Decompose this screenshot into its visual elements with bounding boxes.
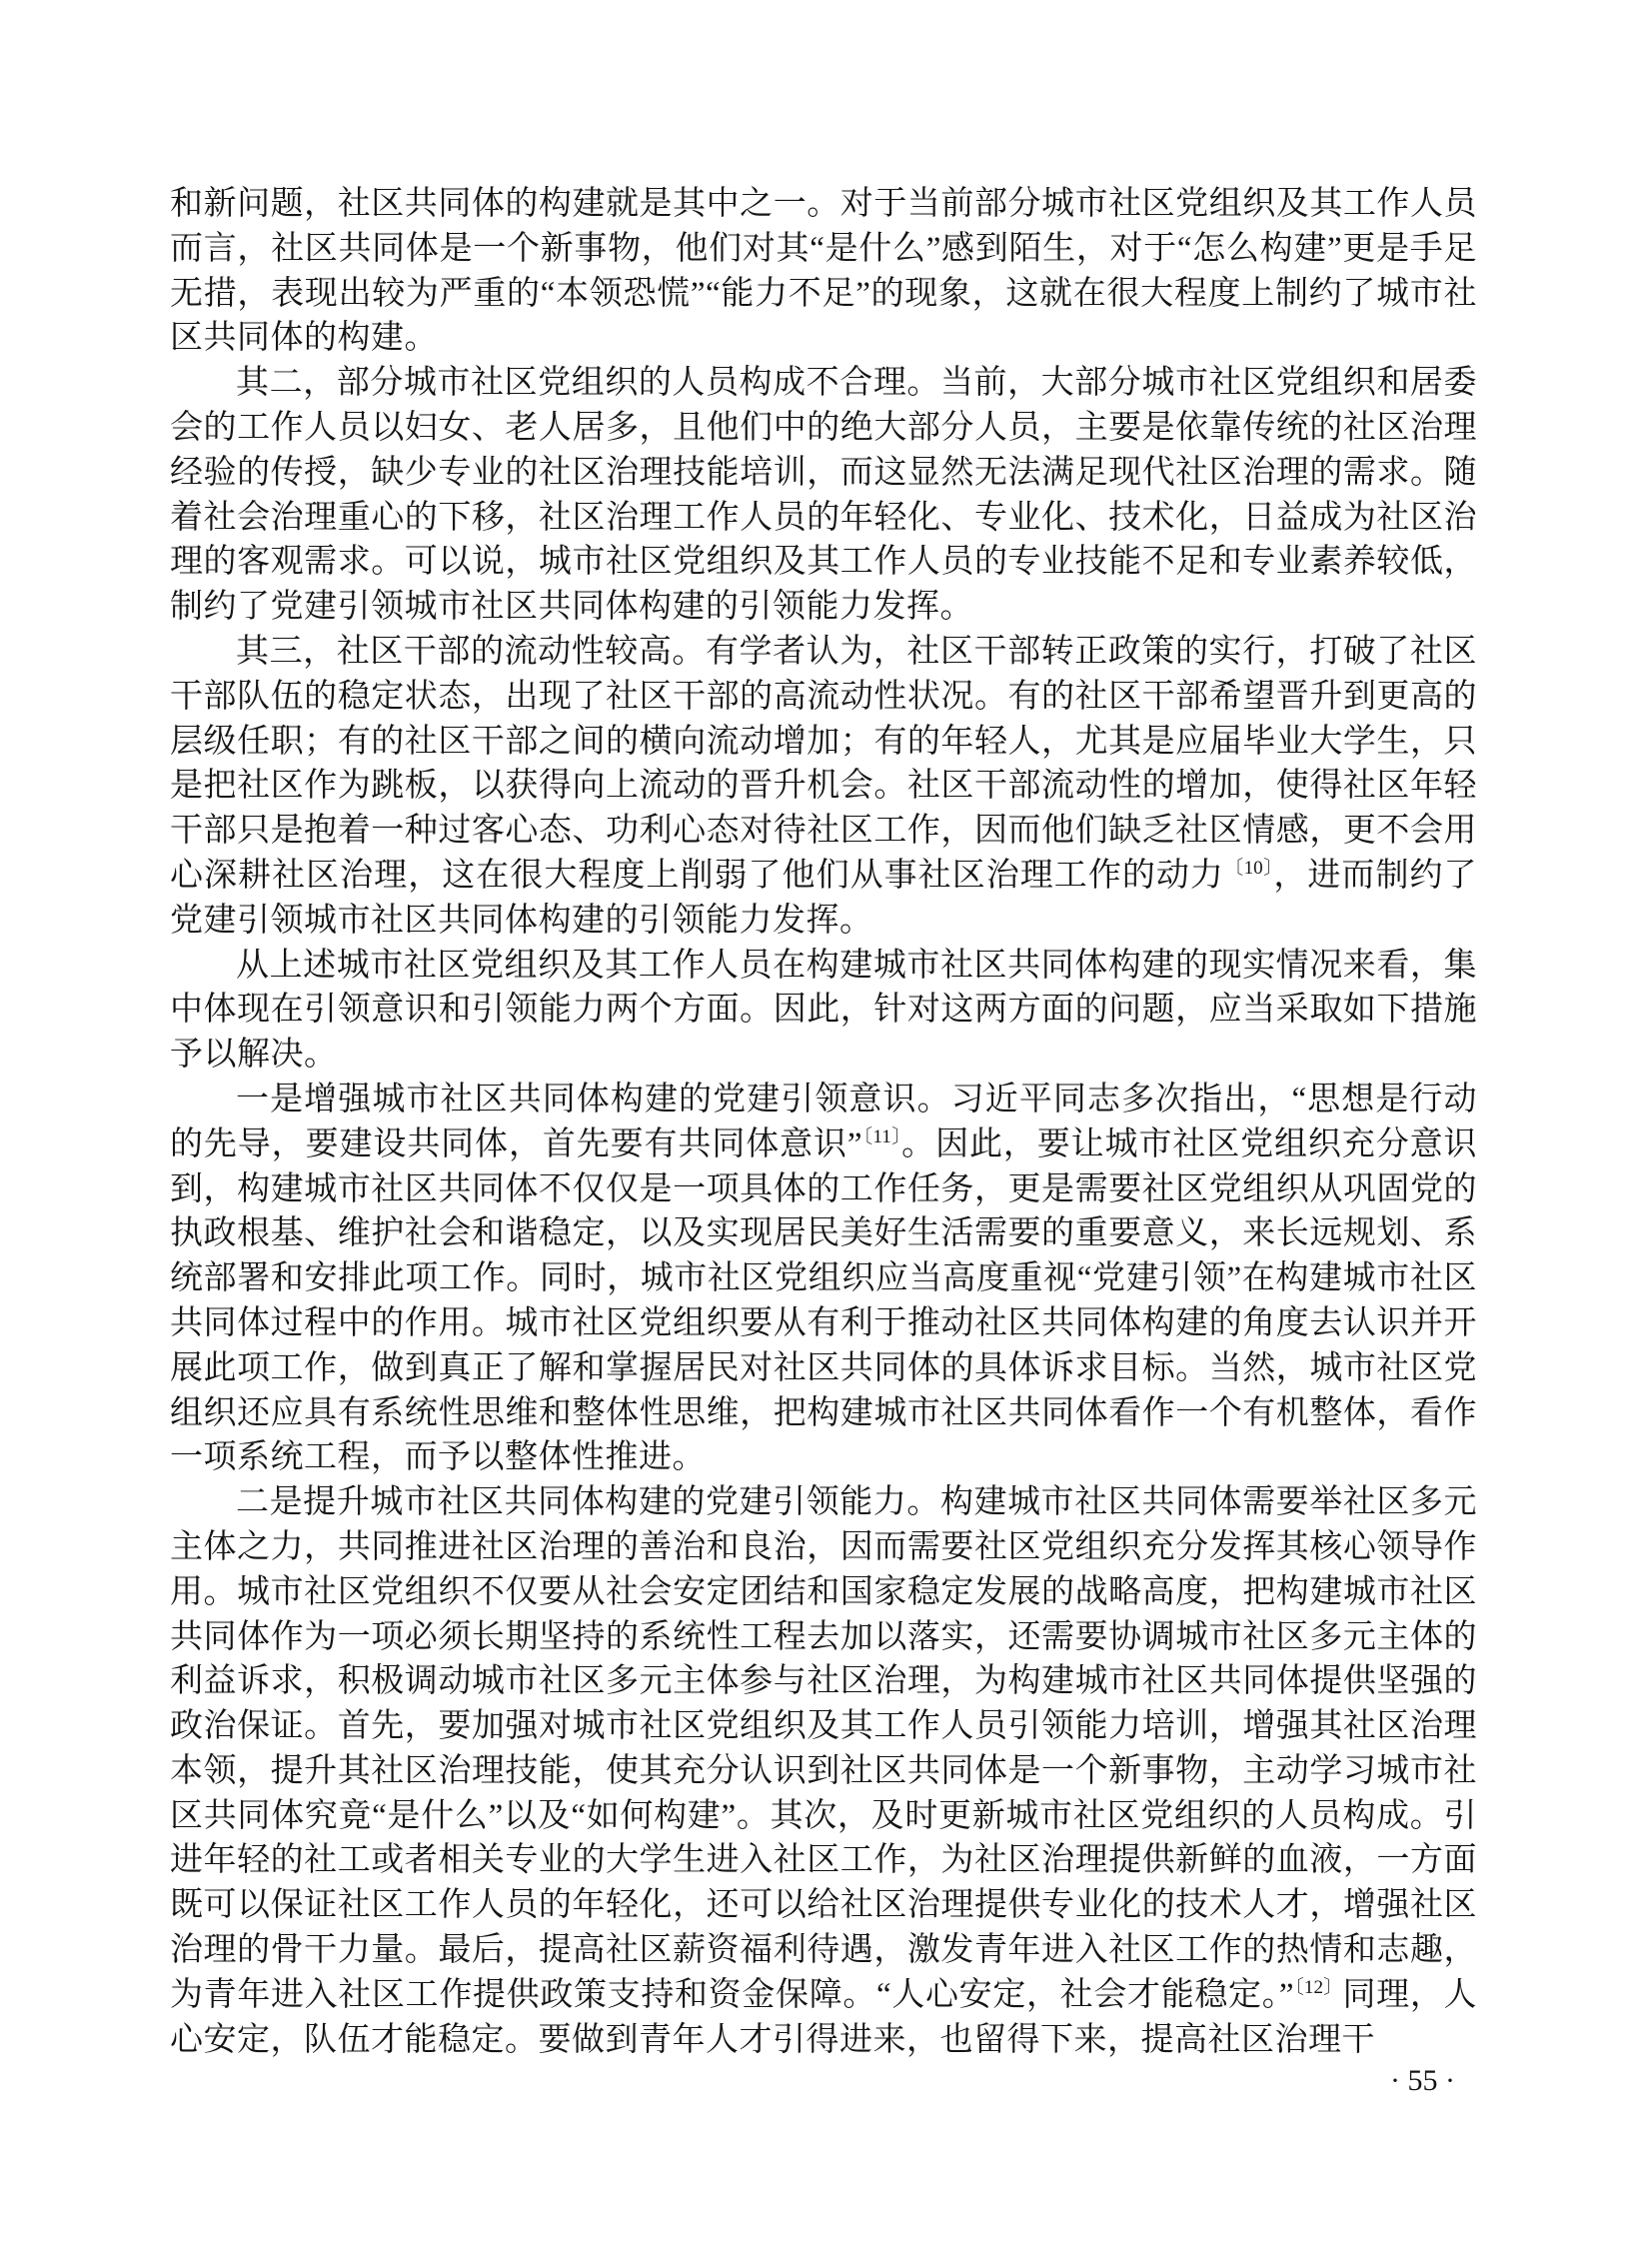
paragraph: 其三，社区干部的流动性较高。有学者认为，社区干部转正政策的实行，打破了社区干部队伍的稳定状态，出现了社区干部的高流动性状况。有的社区干部希望晋升到更高的层级任职；有的社区干部之间的横向流动增加；有的年轻人，尤其是应届毕业大学生，只是把社区作为跳板，以获得向上流动的晋升机会。社区干部流动性的增加，使得社区年轻干部只是抱着一种过客心态、功利心态对待社区工作，因而他们缺乏社区情感，更不会用心深耕社区治理，这在很大程度上削弱了他们从事社区治理工作的动力$^{〔10〕}$，进而制约了党建引领城市社区共同体构建的引领能力发挥。	[170, 633, 1478, 939]
citation-ref: 〔10〕	[1223, 857, 1274, 879]
paragraph: 从上述城市社区党组织及其工作人员在构建城市社区共同体构建的现实情况来看，集中体现在引领意识和引领能力两个方面。因此，针对这两方面的问题，应当采取如下措施予以解决。	[170, 947, 1477, 1074]
paragraph: 二是提升城市社区共同体构建的党建引领能力。构建城市社区共同体需要举社区多元主体之力，共同推进社区治理的善治和良治，因而需要社区党组织充分发挥其核心领导作用。城市社区党组织不仅要从社会安定团结和国家稳定发展的战略高度，把构建城市社区共同体作为一项必须长期坚持的系统性工程去加以落实，还需要协调城市社区多元主体的利益诉求，积极调动城市社区多元主体参与社区治理，为构建城市社区共同体提供坚强的政治保证。首先，要加强对城市社区党组织及其工作人员引领能力培训，增强其社区治理本领，提升其社区治理技能，使其充分认识到社区共同体是一个新事物，主动学习城市社区共同体究竟“是什么”以及“如何构建”。其次，及时更新城市社区党组织的人员构成。引进年轻的社工或者相关专业的大学生进入社区工作，为社区治理提供新鲜的血液，一方面既可以保证社区工作人员的年轻化，还可以给社区治理提供专业化的技术人才，增强社区治理的骨干力量。最后，提高社区薪资福利待遇，激发青年进入社区工作的热情和志趣，为青年进入社区工作提供政策支持和资金保障。“人心安定，社会才能稳定。”$^{〔12〕}$同理，人心安定，队伍才能稳定。要做到青年人才引得进来，也留得下来，提高社区治理干	[170, 1484, 1478, 2058]
page-number: · 55 ·	[1390, 2064, 1455, 2097]
paragraph: 和新问题，社区共同体的构建就是其中之一。对于当前部分城市社区党组织及其工作人员而言，社区共同体是一个新事物，他们对其“是什么”感到陌生，对于“怎么构建”更是手足无措，表现出较为严重的“本领恐慌”“能力不足”的现象，这就在很大程度上制约了城市社区共同体的构建。	[170, 186, 1477, 357]
citation-ref: 〔11〕	[862, 1125, 902, 1147]
paragraph: 其二，部分城市社区党组织的人员构成不合理。当前，大部分城市社区党组织和居委会的工作人员以妇女、老人居多，且他们中的绝大部分人员，主要是依靠传统的社区治理经验的传授，缺少专业的社区治理技能培训，而这显然无法满足现代社区治理的需求。随着社会治理重心的下移，社区治理工作人员的年轻化、专业化、技术化，日益成为社区治理的客观需求。可以说，城市社区党组织及其工作人员的专业技能不足和专业素养较低，制约了党建引领城市社区共同体构建的引领能力发挥。	[170, 365, 1477, 626]
article-body	[170, 182, 1477, 2062]
citation-ref: 〔12〕	[1294, 1976, 1343, 1998]
paragraph: 一是增强城市社区共同体构建的党建引领意识。习近平同志多次指出，“思想是行动的先导，要建设共同体，首先要有共同体意识”$^{〔11〕}$。因此，要让城市社区党组织充分意识到，构建城市社区共同体不仅仅是一项具体的工作任务，更是需要社区党组织从巩固党的执政根基、维护社会和谐稳定，以及实现居民美好生活需要的重要意义，来长远规划、系统部署和安排此项工作。同时，城市社区党组织应当高度重视“党建引领”在构建城市社区共同体过程中的作用。城市社区党组织要从有利于推动社区共同体构建的角度去认识并开展此项工作，做到真正了解和掌握居民对社区共同体的具体诉求目标。当然，城市社区党组织还应具有系统性思维和整体性思维，把构建城市社区共同体看作一个有机整体，看作一项系统工程，而予以整体性推进。	[170, 1081, 1477, 1476]
